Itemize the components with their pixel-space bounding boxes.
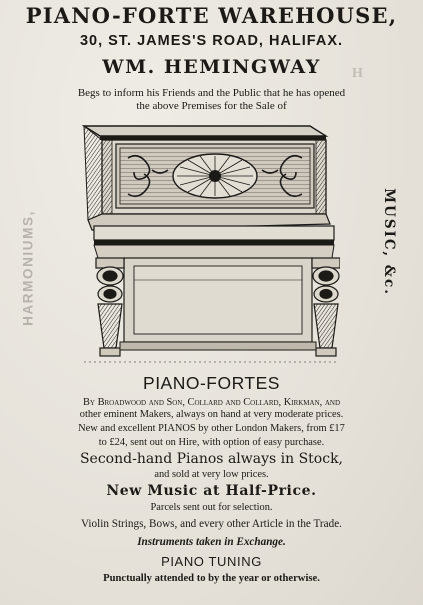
pianofortes-heading: PIANO-FORTES <box>143 373 280 393</box>
side-text-music: MUSIC, &c. <box>381 188 397 296</box>
side-text-harmoniums: HARMONIUMS, <box>20 210 36 326</box>
strings-line: Violin Strings, Bows, and every other Article in the Trade. <box>81 518 342 530</box>
london-makers-line: New and excellent PIANOS by other London Makers, from £17 <box>78 423 345 434</box>
proprietor-name: WM. HEMINGWAY <box>102 56 321 78</box>
upright-piano-engraving <box>80 120 340 368</box>
makers-line-1: By Broadwood and Son, Collard and Collard, Kirkman, and <box>82 397 340 408</box>
tuning-line: Punctually attended to by the year or otherwise. <box>103 573 320 584</box>
exchange-line: Instruments taken in Exchange. <box>137 536 286 548</box>
makers-line-2: other eminent Makers, always on hand at very moderate prices. <box>79 409 344 420</box>
warehouse-heading: PIANO-FORTE WAREHOUSE, <box>25 3 398 28</box>
intro-line-2: the above Premises for the Sale of <box>136 100 287 112</box>
tuning-heading: PIANO TUNING <box>161 554 262 569</box>
secondhand-heading: Second-hand Pianos always in Stock, <box>79 451 344 467</box>
intro-line-1: Begs to inform his Friends and the Public that he has opened <box>77 87 346 99</box>
address-line: 30, ST. JAMES'S ROAD, HALIFAX. <box>79 33 344 49</box>
show-through-letter: H <box>352 66 363 81</box>
parcels-line: Parcels sent out for selection. <box>150 502 273 513</box>
music-heading: New Music at Half-Price. <box>106 483 317 499</box>
secondhand-line: and sold at very low prices. <box>154 469 269 480</box>
hire-line: to £24, sent out on Hire, with option of easy purchase. <box>98 437 325 448</box>
